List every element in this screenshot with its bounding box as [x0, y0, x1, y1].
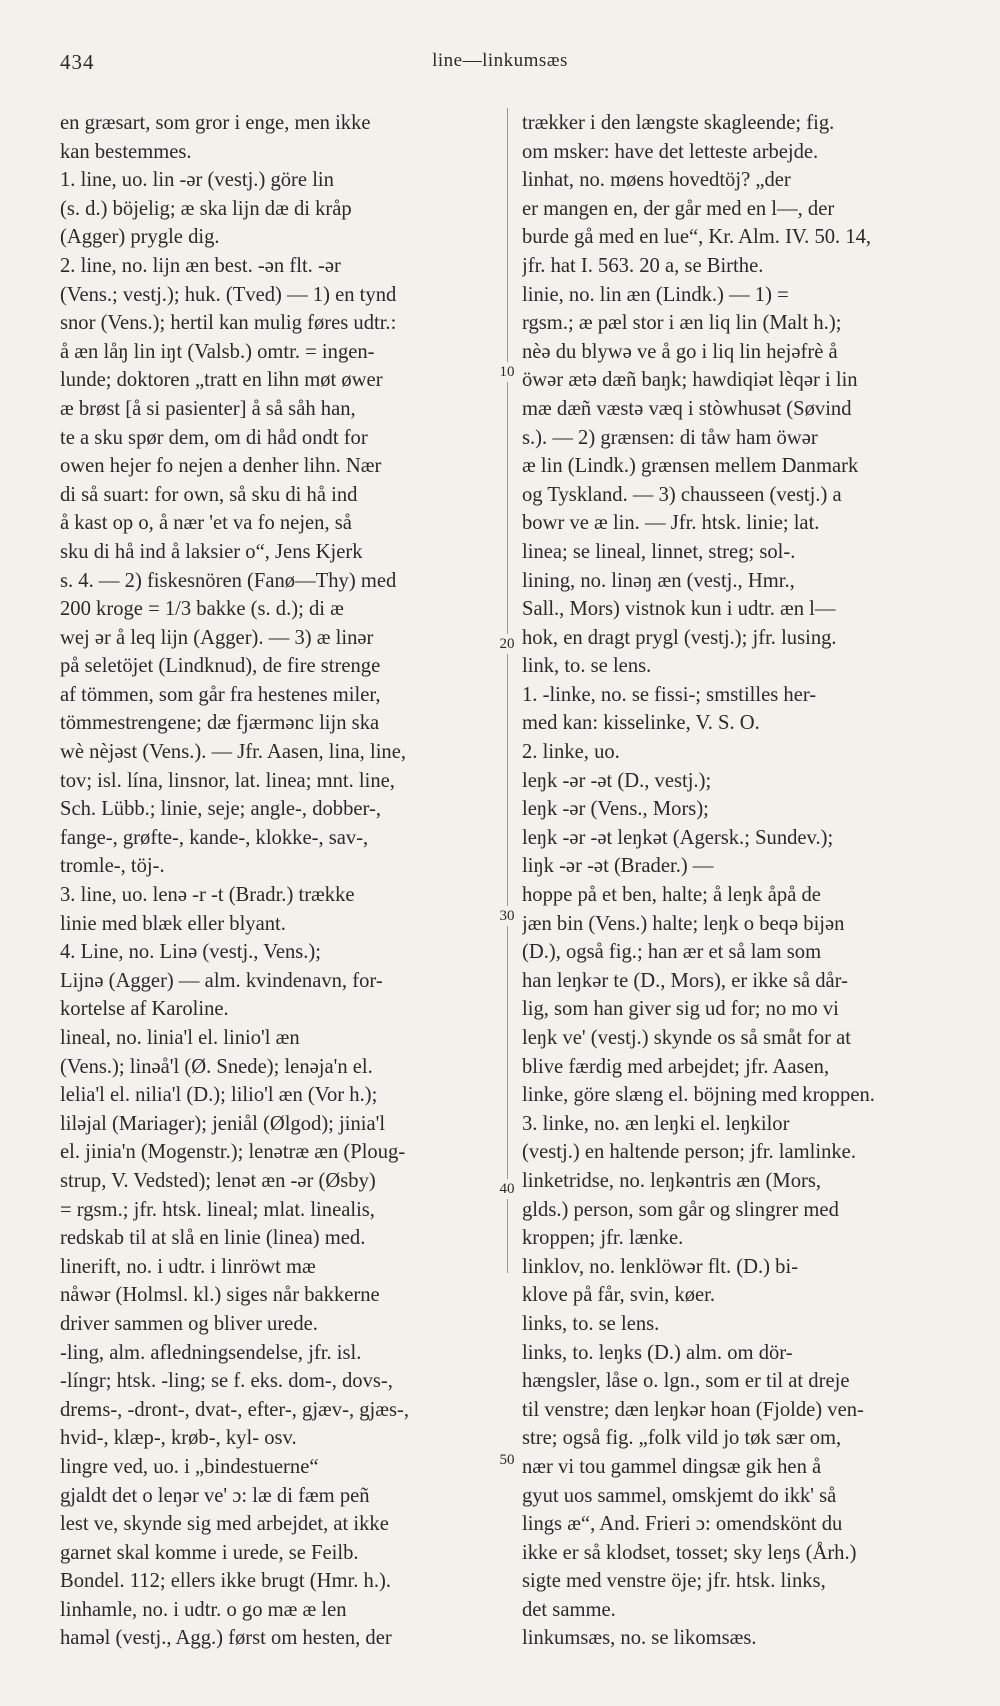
line-number: 30	[494, 906, 520, 926]
text-line: redskab til at slå en linie (linea) med.	[60, 1227, 366, 1250]
text-line: å kast op o, å nær 'et va fo nejen, så	[60, 512, 352, 535]
text-line: nåwər (Holmsl. kl.) siges når bakkerne	[60, 1284, 380, 1307]
text-line: stre; også fig. „folk vild jo tøk sær om,	[522, 1427, 842, 1450]
text-line: gjaldt det o leŋər ve' ɔ: læ di fæm peñ	[60, 1484, 370, 1507]
text-line: -ling, alm. afledningsendelse, jfr. isl.	[60, 1341, 362, 1364]
text-line: link, to. se lens.	[522, 655, 652, 678]
text-line: jfr. hat I. 563. 20 a, se Birthe.	[522, 254, 764, 277]
text-line: garnet skal komme i urede, se Feilb.	[60, 1541, 359, 1564]
line-number: 50	[494, 1450, 520, 1470]
text-line: æ brøst [å si pasienter] å så såh han,	[60, 397, 356, 420]
column-rule	[507, 108, 508, 1273]
line-number: 20	[494, 634, 520, 654]
text-line: 1. line, uo. lin -ər (vestj.) göre lin	[60, 169, 334, 192]
text-line: strup, V. Vedsted); lenət æn -ər (Øsby)	[60, 1169, 376, 1192]
text-line: links, to. se lens.	[522, 1312, 660, 1335]
text-line: 2. linke, uo.	[522, 741, 620, 764]
text-line: sku di hå ind å laksier o“, Jens Kjerk	[60, 540, 363, 563]
text-line: 2. line, no. lijn æn best. -ən flt. -ər	[60, 254, 341, 277]
text-line: linie med blæk eller blyant.	[60, 912, 286, 935]
text-line: (Vens.); linəå'l (Ø. Snede); lenəja'n el.	[60, 1055, 373, 1078]
text-line: det samme.	[522, 1598, 616, 1621]
text-line: wej ər å leq lijn (Agger). — 3) æ linər	[60, 626, 374, 649]
text-line: drems-, -dront-, dvat-, efter-, gjæv-, gjæs-,	[60, 1398, 410, 1421]
text-line: snor (Vens.); hertil kan mulig føres udtr.:	[60, 312, 397, 335]
text-line: öwər ætə dæñ baŋk; hawdiqiət lèqər i lin	[522, 369, 858, 392]
text-line: 1. -linke, no. se fissi-; smstilles her-	[522, 683, 817, 706]
text-line: lingre ved, uo. i „bindestuerne“	[60, 1455, 319, 1478]
text-line: (Vens.; vestj.); huk. (Tved) — 1) en tynd	[60, 283, 397, 306]
text-line: om msker: have det letteste arbejde.	[522, 140, 819, 163]
text-line: kortelse af Karoline.	[60, 998, 229, 1021]
text-line: lineal, no. linia'l el. linio'l æn	[60, 1027, 300, 1049]
text-line: af tömmen, som går fra hestenes miler,	[60, 683, 381, 706]
text-line: rgsm.; æ pæl stor i æn liq lin (Malt h.);	[522, 312, 842, 335]
page-number: 434	[60, 50, 95, 74]
text-line: -língr; htsk. -ling; se f. eks. dom-, dovs-,	[60, 1370, 393, 1393]
text-line: linke, göre slæng el. böjning med kroppen.	[522, 1084, 875, 1107]
text-line: burde gå med en lue“, Kr. Alm. IV. 50. 14,	[522, 226, 872, 249]
text-line: til venstre; dæn leŋkər hoan (Fjolde) ven-	[522, 1398, 864, 1421]
text-line: (vestj.) en haltende person; jfr. lamlinke.	[522, 1141, 856, 1164]
text-line: nær vi tou gammel dingsæ gik hen å	[522, 1455, 822, 1478]
text-line: 3. line, uo. lenə -r -t (Bradr.) trække	[60, 884, 355, 907]
line-number: 10	[494, 362, 520, 382]
line-number: 40	[494, 1179, 520, 1199]
text-line: kan bestemmes.	[60, 140, 192, 163]
text-line: leŋk -ər (Vens., Mors);	[522, 798, 709, 821]
text-line: kroppen; jfr. lænke.	[522, 1227, 684, 1250]
text-line: gyut uos sammel, omskjemt do ikk' så	[522, 1484, 837, 1507]
text-line: leŋk -ər -ət (D., vestj.);	[522, 769, 712, 792]
text-line: linkumsæs, no. se likomsæs.	[522, 1627, 757, 1650]
text-line: leŋk ve' (vestj.) skynde os så småt for at	[522, 1027, 852, 1049]
text-line: lunde; doktoren „tratt en lihn møt øwer	[60, 369, 383, 392]
text-line: hængsler, låse o. lgn., som er til at dreje	[522, 1370, 850, 1393]
text-line: linhamle, no. i udtr. o go mæ æ len	[60, 1598, 347, 1621]
text-line: han leŋkər te (D., Mors), er ikke så dår-	[522, 969, 848, 992]
text-line: lest ve, skynde sig med arbejdet, at ikke	[60, 1513, 389, 1536]
text-line: linie, no. lin æn (Lindk.) — 1) =	[522, 283, 789, 306]
text-line: med kan: kisselinke, V. S. O.	[522, 712, 760, 735]
text-line: linhat, no. møens hovedtöj? „der	[522, 169, 791, 192]
text-line: linerift, no. i udtr. i linröwt mæ	[60, 1255, 316, 1278]
text-line: lings æ“, And. Frieri ɔ: omendskönt du	[522, 1513, 843, 1536]
text-line: lelia'l el. nilia'l (D.); lilio'l æn (Vor h.);	[60, 1084, 378, 1107]
text-line: Lijnə (Agger) — alm. kvindenavn, for-	[60, 969, 383, 992]
text-line: er mangen en, der går med en l—, der	[522, 197, 835, 220]
text-line: el. jinia'n (Mogenstr.); lenətræ æn (Ploug-	[60, 1141, 406, 1164]
text-line: og Tyskland. — 3) chausseen (vestj.) a	[522, 483, 842, 506]
text-line: = rgsm.; jfr. htsk. lineal; mlat. linealis,	[60, 1198, 375, 1221]
text-line: en græsart, som gror i enge, men ikke	[60, 112, 371, 134]
text-line: sigte med venstre öje; jfr. htsk. links,	[522, 1570, 826, 1593]
text-line: leŋk -ər -ət leŋkət (Agersk.; Sundev.);	[522, 826, 834, 849]
text-line: fange-, grøfte-, kande-, klokke-, sav-,	[60, 826, 369, 849]
left-column	[60, 109, 490, 1653]
text-line: 4. Line, no. Linə (vestj., Vens.);	[60, 941, 322, 964]
text-line: klove på får, svin, køer.	[522, 1284, 716, 1307]
text-line: på seletöjet (Lindknud), de fire strenge	[60, 655, 381, 678]
text-line: (Agger) prygle dig.	[60, 226, 220, 249]
text-line: hok, en dragt prygl (vestj.); jfr. lusing.	[522, 626, 837, 649]
text-line: wè nèjəst (Vens.). — Jfr. Aasen, lina, line,	[60, 741, 407, 764]
text-line: nèə du blywə ve å go i liq lin hejəfrè å	[522, 340, 838, 363]
text-line: 3. linke, no. æn leŋki el. leŋkilor	[522, 1112, 790, 1135]
text-line: æ lin (Lindk.) grænsen mellem Danmark	[522, 455, 859, 478]
text-line: tov; isl. lína, linsnor, lat. linea; mnt. line,	[60, 769, 395, 792]
text-line: liləjal (Mariager); jeniål (Ølgod); jinia'l	[60, 1112, 386, 1135]
text-line: tromle-, töj-.	[60, 855, 165, 878]
text-line: lining, no. linəŋ æn (vestj., Hmr.,	[522, 569, 795, 592]
text-line: owen hejer fo nejen a denher lihn. Nær	[60, 455, 382, 478]
text-line: linea; se lineal, linnet, streg; sol-.	[522, 540, 796, 563]
text-line: hoppe på et ben, halte; å leŋk åpå de	[522, 884, 821, 907]
text-line: te a sku spør dem, om di håd ondt for	[60, 426, 368, 449]
text-line: å æn låŋ lin iŋt (Valsb.) omtr. = ingen-	[60, 340, 375, 363]
text-line: trækker i den længste skagleende; fig.	[522, 112, 835, 134]
text-line: (s. d.) böjelig; æ ska lijn dæ di kråp	[60, 197, 352, 220]
text-line: (D.), også fig.; han ær et så lam som	[522, 941, 822, 964]
text-line: glds.) person, som går og slingrer med	[522, 1198, 839, 1221]
text-line: lig, som han giver sig ud for; no mo vi	[522, 998, 839, 1021]
text-line: ikke er så klodset, tosset; sky leŋs (Årh.)	[522, 1541, 857, 1564]
text-line: haməl (vestj., Agg.) først om hesten, der	[60, 1627, 392, 1650]
text-line: driver sammen og bliver urede.	[60, 1312, 318, 1335]
text-line: linketridse, no. leŋkəntris æn (Mors,	[522, 1169, 822, 1192]
text-line: linklov, no. lenklöwər flt. (D.) bi-	[522, 1255, 799, 1278]
text-line: hvid-, klæp-, krøb-, kyl- osv.	[60, 1427, 297, 1450]
text-line: s.). — 2) grænsen: di tåw ham öwər	[522, 426, 818, 449]
text-line: blive færdig med arbejdet; jfr. Aasen,	[522, 1055, 830, 1078]
text-line: Sch. Lübb.; linie, seje; angle-, dobber-,	[60, 798, 381, 821]
text-line: di så suart: for own, så sku di hå ind	[60, 483, 358, 506]
text-line: tömmestrengene; dæ fjærmənc lijn ska	[60, 712, 380, 735]
running-head: line—linkumsæs	[432, 50, 568, 71]
text-line: Bondel. 112; ellers ikke brugt (Hmr. h.).	[60, 1570, 391, 1593]
text-line: bowr ve æ lin. — Jfr. htsk. linie; lat.	[522, 512, 820, 535]
text-line: Sall., Mors) vistnok kun i udtr. æn l—	[522, 598, 836, 621]
text-line: s. 4. — 2) fiskesnören (Fanø—Thy) med	[60, 569, 397, 592]
text-line: liŋk -ər -ət (Brader.) —	[522, 855, 714, 878]
text-line: links, to. leŋks (D.) alm. om dör-	[522, 1341, 793, 1364]
right-column	[522, 109, 952, 1653]
text-line: 200 kroge = 1/3 bakke (s. d.); di æ	[60, 598, 344, 621]
text-line: mæ dæñ væstə væq i stòwhusət (Søvind	[522, 397, 852, 420]
text-line: jæn bin (Vens.) halte; leŋk o beqə bijən	[522, 912, 845, 935]
